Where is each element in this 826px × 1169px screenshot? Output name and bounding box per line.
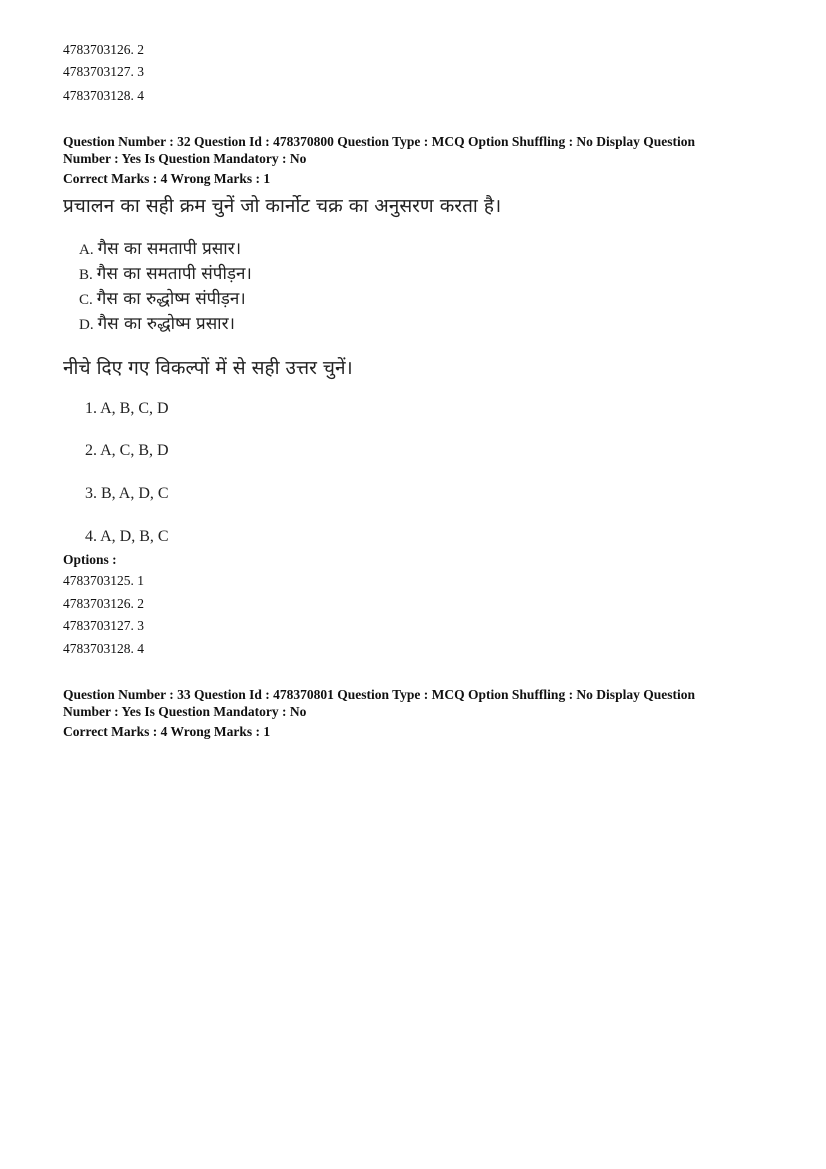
q32-option-3: 4783703127. 3 [63,618,144,633]
q32-header-line1: Question Number : 32 Question Id : 478370800 Question Type : MCQ Option Shuffling : No Display Question [63,134,695,149]
prev-option-1: 4783703126. 2 [63,42,144,57]
q32-item-d [79,313,235,336]
q32-item-c [79,288,246,311]
q32-item-d-letter: D. [79,317,94,333]
q32-item-d-text: गैस का रुद्धोष्म प्रसार। [97,314,235,334]
q32-item-a-letter: A. [79,242,94,258]
q33-header-line1: Question Number : 33 Question Id : 478370801 Question Type : MCQ Option Shuffling : No Display Question [63,687,695,702]
q32-header-line2: Number : Yes Is Question Mandatory : No [63,151,307,166]
q32-statement: प्रचालन का सही क्रम चुनें जो कार्नोट चक्र का अनुसरण करता है। [63,195,502,217]
prev-option-2: 4783703127. 3 [63,64,144,79]
q32-item-c-text: गैस का रुद्धोष्म संपीड़न। [96,289,246,309]
q32-item-c-letter: C. [79,292,93,308]
q33-marks: Correct Marks : 4 Wrong Marks : 1 [63,724,271,739]
q33-header [63,686,763,720]
q32-instruction: नीचे दिए गए विकल्पों में से सही उत्तर चुनें। [63,357,353,379]
q32-option-2: 4783703126. 2 [63,596,144,611]
q32-item-b-letter: B. [79,267,93,283]
q32-item-a [79,238,241,261]
q32-choice-3: 3. B, A, D, C [85,485,169,502]
q32-options-label: Options : [63,552,117,567]
q32-item-b [79,263,252,286]
q32-choice-4: 4. A, D, B, C [85,528,169,545]
q32-item-b-text: गैस का समतापी संपीड़न। [96,264,252,284]
q32-option-4: 4783703128. 4 [63,641,144,656]
q32-item-a-text: गैस का समतापी प्रसार। [97,239,242,259]
q32-option-1: 4783703125. 1 [63,573,144,588]
q32-choice-2: 2. A, C, B, D [85,442,169,459]
prev-option-3: 4783703128. 4 [63,88,144,103]
q33-header-line2: Number : Yes Is Question Mandatory : No [63,704,307,719]
q32-marks: Correct Marks : 4 Wrong Marks : 1 [63,171,271,186]
q32-choice-1: 1. A, B, C, D [85,400,169,417]
q32-header [63,133,763,167]
